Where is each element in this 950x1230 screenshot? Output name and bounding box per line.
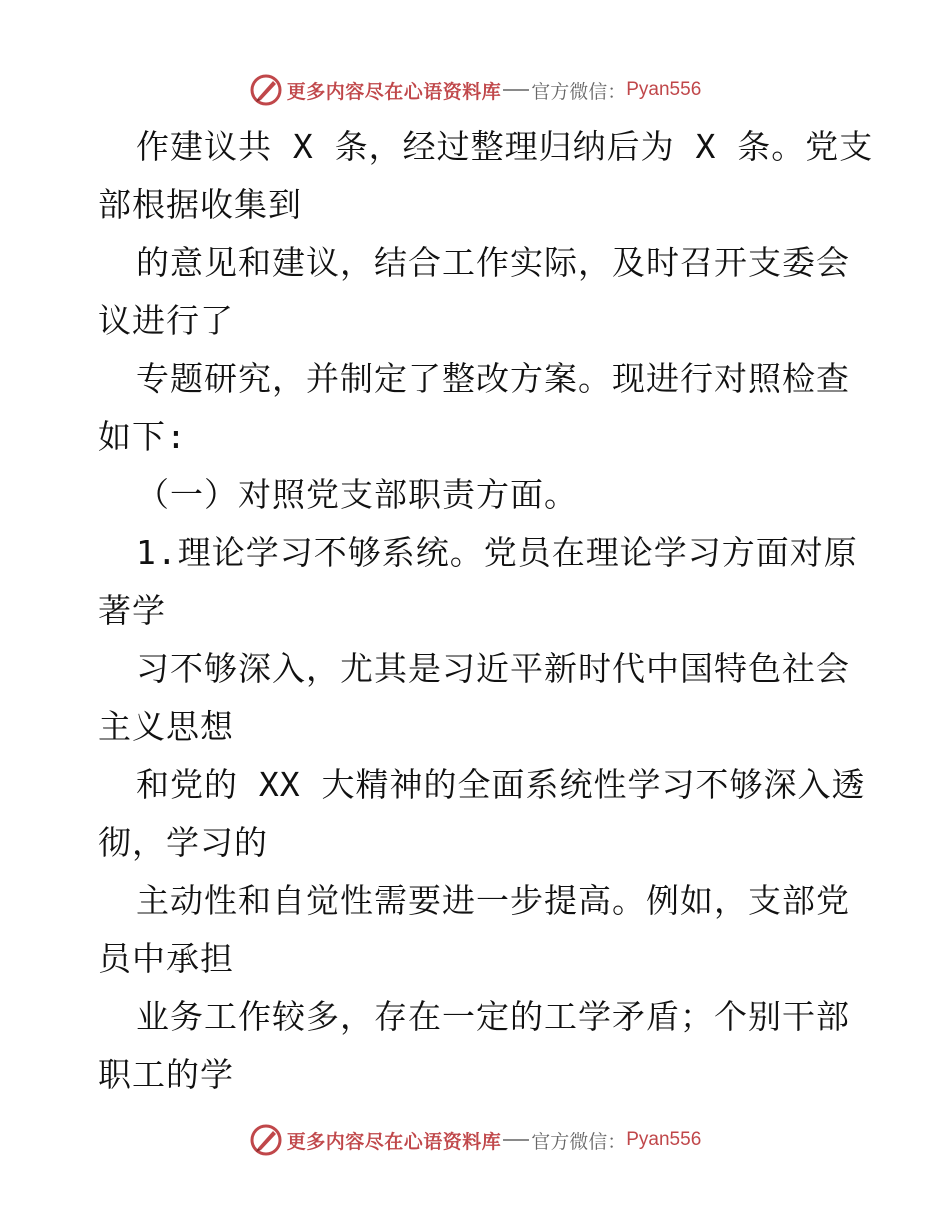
quill-logo-icon [249, 73, 283, 107]
body-line: 议进行了 [98, 301, 234, 340]
document-body [98, 118, 874, 1104]
banner-wechat-label: 官方微信： [531, 80, 627, 103]
section-heading: （一）对照党支部职责方面。 [136, 475, 578, 514]
banner-divider [503, 89, 529, 91]
body-line: 如下: [98, 417, 187, 456]
banner-title: 更多内容尽在心语资料库 [286, 1130, 502, 1153]
body-line: 著学 [98, 591, 166, 630]
body-line: 的意见和建议，结合工作实际，及时召开支委会 [136, 243, 850, 282]
body-line: 专题研究，并制定了整改方案。现进行对照检查 [136, 359, 850, 398]
body-line: 彻，学习的 [98, 823, 268, 862]
body-line: 习不够深入，尤其是习近平新时代中国特色社会 [136, 649, 850, 688]
banner-wechat-id: Pyan556 [626, 79, 702, 100]
banner-wechat-label: 官方微信： [531, 1130, 627, 1153]
body-line: 主动性和自觉性需要进一步提高。例如，支部党 [136, 881, 850, 920]
body-line: 和党的 XX 大精神的全面系统性学习不够深入透 [136, 765, 866, 804]
banner-wechat-id: Pyan556 [626, 1129, 702, 1150]
body-line: 主义思想 [98, 707, 234, 746]
footer-banner [0, 1120, 950, 1160]
header-banner [0, 70, 950, 110]
body-line: 职工的学 [98, 1055, 234, 1094]
body-line: 业务工作较多，存在一定的工学矛盾；个别干部 [136, 997, 850, 1036]
body-line: 作建议共 X 条，经过整理归纳后为 X 条。党支 [136, 127, 874, 166]
body-line: 1.理论学习不够系统。党员在理论学习方面对原 [136, 533, 858, 572]
banner-divider [503, 1139, 529, 1141]
body-line: 部根据收集到 [98, 185, 302, 224]
body-line: 员中承担 [98, 939, 234, 978]
banner-title: 更多内容尽在心语资料库 [286, 80, 502, 103]
quill-logo-icon [249, 1123, 283, 1157]
